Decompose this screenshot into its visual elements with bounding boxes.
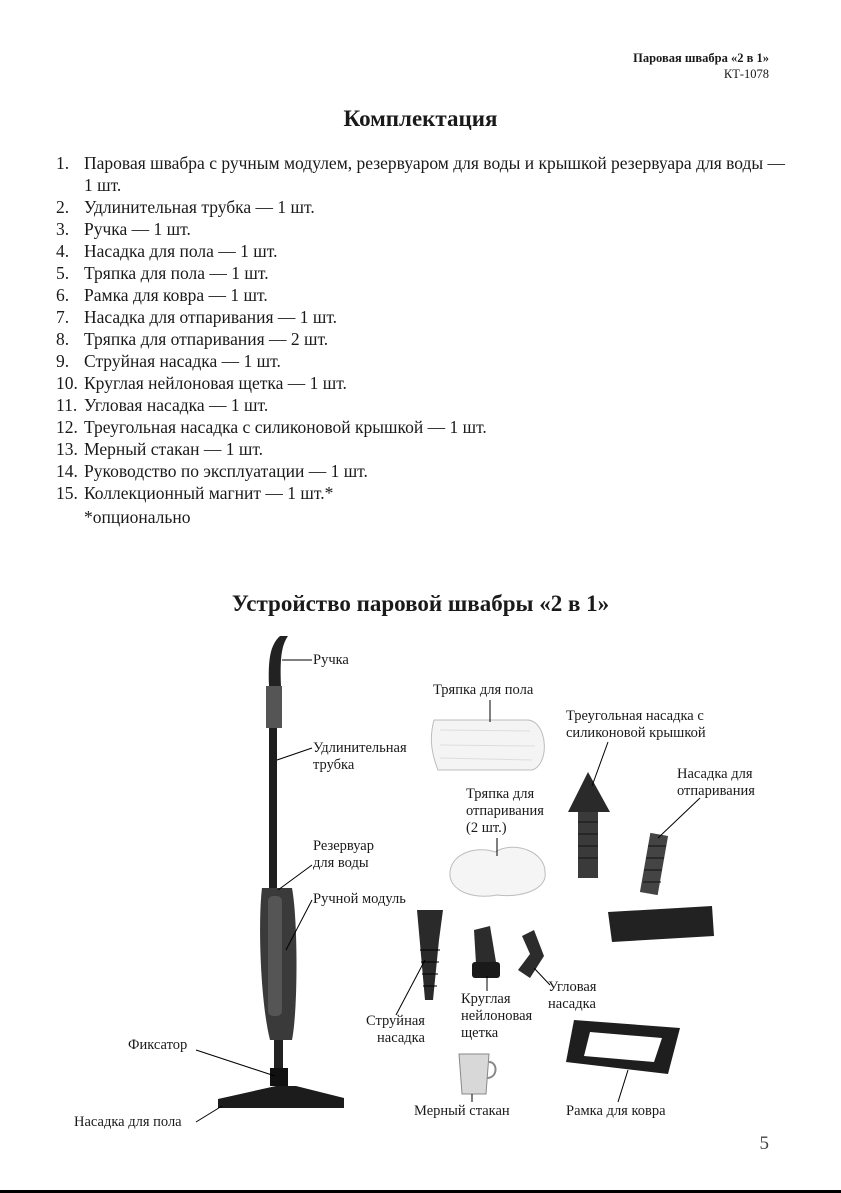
- triangle-nozzle-image: [568, 772, 610, 878]
- list-item-text: Ручка — 1 шт.: [84, 219, 191, 239]
- list-item-number: 9.: [56, 351, 70, 371]
- list-item-number: 3.: [56, 219, 70, 239]
- list-item-number: 4.: [56, 241, 70, 261]
- list-item-text: Удлинительная трубка — 1 шт.: [84, 197, 315, 217]
- angle-nozzle-image: [518, 930, 544, 978]
- list-item-number: 13.: [56, 439, 78, 459]
- list-item-text: Угловая насадка — 1 шт.: [84, 395, 269, 415]
- list-item-number: 12.: [56, 417, 78, 437]
- label-floor-head: Насадка для пола: [74, 1114, 182, 1130]
- optional-note: *опционально: [84, 507, 191, 527]
- list-item-number: 7.: [56, 307, 70, 327]
- section-title-device: Устройство паровой швабры «2 в 1»: [231, 591, 610, 616]
- label-floor-cloth: Тряпка для пола: [433, 682, 534, 698]
- list-item-number: 5.: [56, 263, 70, 283]
- list-item-text: Паровая швабра с ручным модулем, резервуаром для воды и крышкой резервуара для воды — 1 шт.: [84, 153, 786, 195]
- list-item-number: 14.: [56, 461, 78, 481]
- label-brush: Круглая нейлоновая щетка: [461, 991, 533, 1041]
- list-item-text: Насадка для отпаривания — 1 шт.: [84, 307, 338, 327]
- list-item-number: 11.: [56, 395, 78, 415]
- list-item-number: 1.: [56, 153, 70, 173]
- list-item-text: Круглая нейлоновая щетка — 1 шт.: [84, 373, 347, 393]
- list-item-number: 8.: [56, 329, 70, 349]
- carpet-frame-image: [566, 1020, 680, 1074]
- label-jet-nozzle: Струйная насадка: [366, 1013, 425, 1046]
- list-item-number: 6.: [56, 285, 70, 305]
- floor-cloth-image: [431, 720, 544, 770]
- page-number: 5: [759, 1133, 769, 1154]
- label-cup: Мерный стакан: [414, 1103, 510, 1119]
- list-item-text: Руководство по эксплуатации — 1 шт.: [84, 461, 368, 481]
- label-handle: Ручка: [313, 652, 349, 668]
- list-item-text: Рамка для ковра — 1 шт.: [84, 285, 268, 305]
- label-hand-module: Ручной модуль: [313, 891, 406, 907]
- label-latch: Фиксатор: [128, 1037, 188, 1053]
- steam-head-image: [608, 833, 714, 942]
- jet-nozzle-image: [417, 910, 443, 1000]
- header-title: Паровая швабра «2 в 1»: [633, 51, 769, 65]
- label-extension-tube: Удлинительная трубка: [313, 740, 407, 773]
- mop-illustration: [218, 636, 344, 1108]
- cup-image: [459, 1054, 496, 1094]
- label-water-reservoir: Резервуар для воды: [313, 838, 374, 871]
- label-angle-nozzle: Угловая насадка: [548, 979, 597, 1012]
- list-item-text: Тряпка для пола — 1 шт.: [84, 263, 269, 283]
- list-item-text: Струйная насадка — 1 шт.: [84, 351, 281, 371]
- label-triangle-nozzle: Треугольная насадка с силиконовой крышкой: [566, 708, 706, 741]
- label-carpet-frame: Рамка для ковра: [566, 1103, 666, 1119]
- list-item-number: 2.: [56, 197, 70, 217]
- section-title-contents: Комплектация: [343, 106, 498, 131]
- header-model: КТ-1078: [723, 67, 769, 81]
- list-item-number: 10.: [56, 373, 78, 393]
- list-item-number: 15.: [56, 483, 78, 503]
- brush-nozzle-image: [472, 926, 500, 978]
- list-item-text: Треугольная насадка с силиконовой крышкой — 1 шт.: [84, 417, 487, 437]
- list-item-text: Тряпка для отпаривания — 2 шт.: [84, 329, 329, 349]
- list-item-text: Насадка для пола — 1 шт.: [84, 241, 278, 261]
- label-steam-head: Насадка для отпаривания: [677, 766, 755, 799]
- list-item-text: Коллекционный магнит — 1 шт.*: [84, 483, 334, 503]
- steam-cloth-image: [450, 847, 545, 896]
- list-item-text: Мерный стакан — 1 шт.: [84, 439, 264, 459]
- label-steam-cloth: Тряпка для отпаривания (2 шт.): [466, 786, 544, 836]
